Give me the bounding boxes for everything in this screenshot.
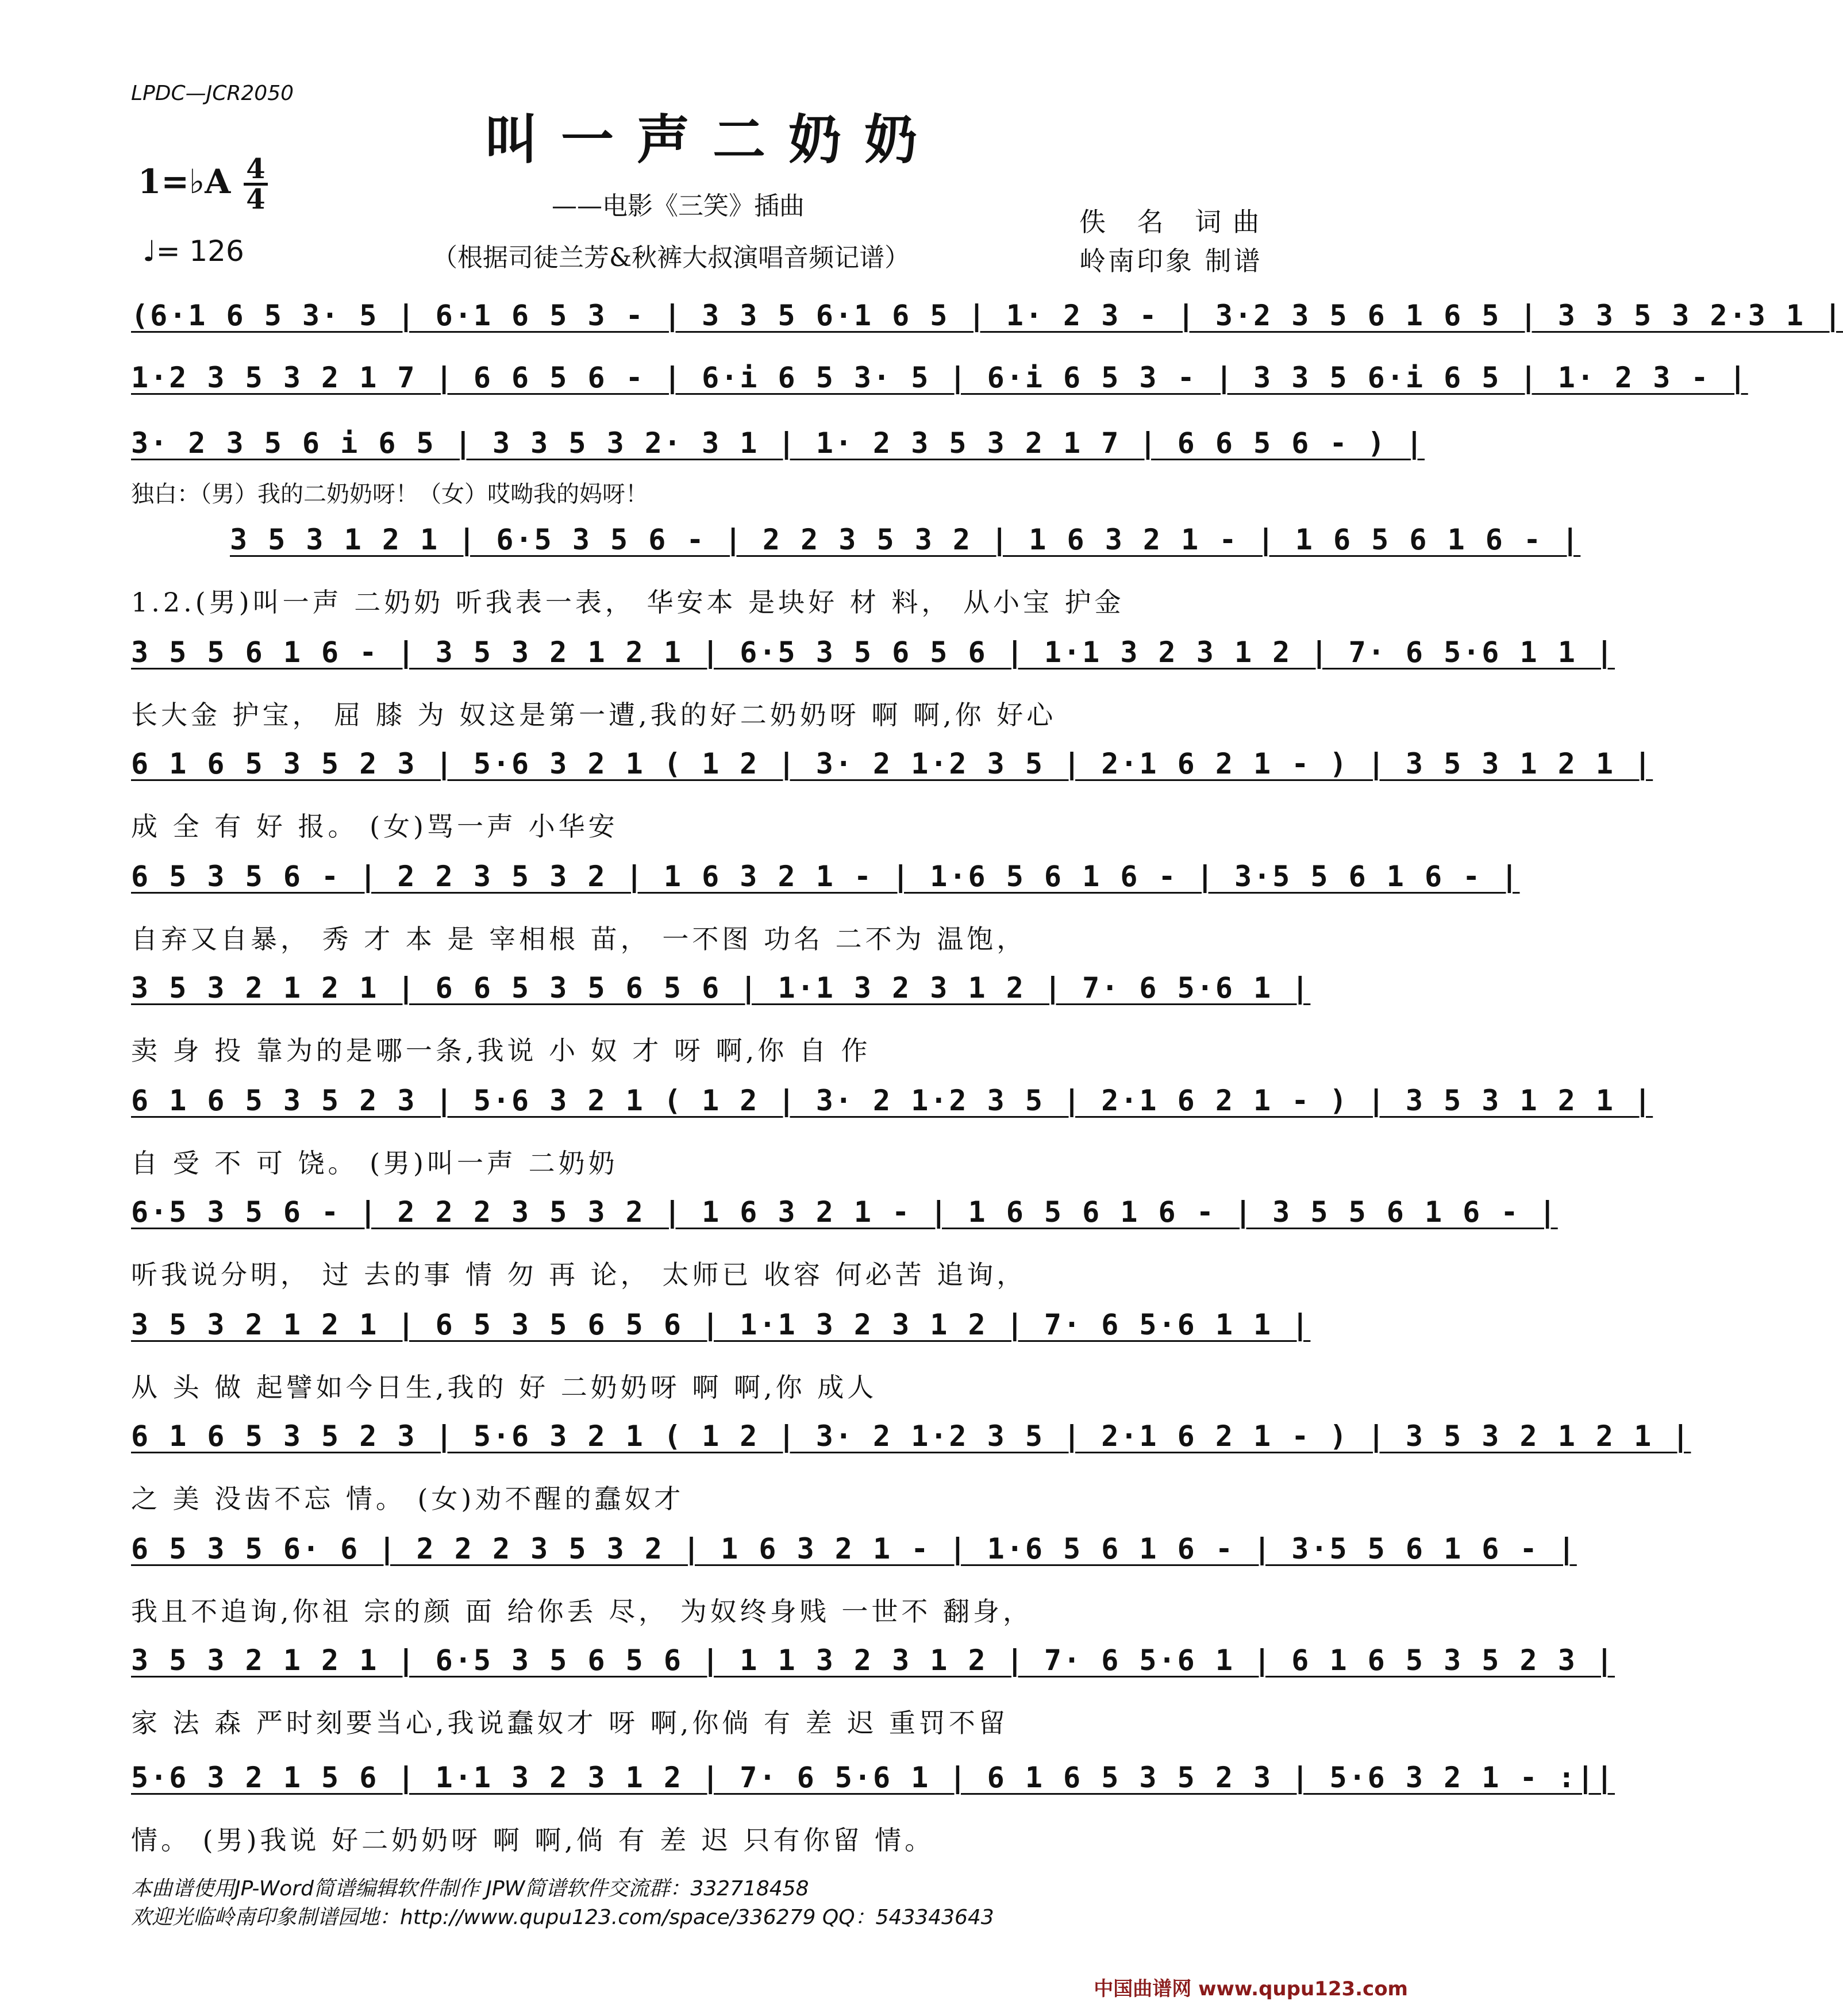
system-lyrics: 听我说分明， 过 去的事 情 勿 再 论， 太师已 收容 何必苦 追询， [131, 1259, 1027, 1290]
time-signature [241, 153, 270, 216]
system-lyrics: 我且不追询,你祖 宗的颜 面 给你丢 尽， 为奴终身贱 一世不 翻身， [131, 1596, 1033, 1627]
intro-line-1: (6·1 6 5 3· 5 | 6·1 6 5 3 - | 3 3 5 6·1 6 5 | 1· 2 3 - | 3·2 3 5 6 1 6 5 | 3 3 5 3 2·3 1 | [131, 299, 1843, 332]
system-notes: 6 5 3 5 6· 6 | 2 2 2 3 5 3 2 | 1 6 3 2 1 - | 1·6 5 6 1 6 - | 3·5 5 6 1 6 - | [131, 1532, 1577, 1565]
tempo-marking: ♩= 126 [143, 234, 244, 268]
system-notes: 5·6 3 2 1 5 6 | 1·1 3 2 3 1 2 | 7· 6 5·6 1 | 6 1 6 5 3 5 2 3 | 5·6 3 2 1 - :|| [131, 1761, 1615, 1794]
intro-line-3: 3· 2 3 5 6 i 6 5 | 3 3 5 3 2· 3 1 | 1· 2 3 5 3 2 1 7 | 6 6 5 6 - ) | [131, 426, 1425, 460]
system-lyrics: 成 全 有 好 报。 (女)骂一声 小华安 [131, 811, 618, 842]
composer-credit: 佚 名 词曲 [1079, 206, 1271, 237]
source-note: （根据司徒兰芳&秋裤大叔演唱音频记谱） [432, 243, 910, 272]
dialogue-line: 独白：（男）我的二奶奶呀！（女）哎呦我的妈呀！ [131, 481, 648, 507]
system-lyrics: 情。 (男)我说 好二奶奶呀 啊 啊,倘 有 差 迟 只有你留 情。 [131, 1825, 935, 1856]
system-notes: 3 5 3 2 1 2 1 | 6·5 3 5 6 5 6 | 1 1 3 2 3 1 2 | 7· 6 5·6 1 | 6 1 6 5 3 5 2 3 | [131, 1644, 1615, 1677]
page-title: 叫一声二奶奶 [484, 109, 940, 171]
system-lyrics: 1.2.(男)叫一声 二奶奶 听我表一表， 华安本 是块好 材 料， 从小宝 护金 [131, 587, 1125, 618]
site-watermark: 中国曲谱网 www.qupu123.com [1094, 1977, 1408, 2000]
system-notes: 6·5 3 5 6 - | 2 2 2 3 5 3 2 | 1 6 3 2 1 - | 1 6 5 6 1 6 - | 3 5 5 6 1 6 - | [131, 1195, 1558, 1229]
subtitle: ——电影《三笑》插曲 [552, 191, 805, 221]
score-code: LPDC—JCR2050 [131, 82, 294, 105]
intro-line-2: 1·2 3 5 3 2 1 7 | 6 6 5 6 - | 6·i 6 5 3· 5 | 6·i 6 5 3 - | 3 3 5 6·i 6 5 | 1· 2 3 - | [131, 361, 1748, 394]
arranger-credit: 岭南印象 制谱 [1079, 245, 1263, 276]
system-notes: 3 5 5 6 1 6 - | 3 5 3 2 1 2 1 | 6·5 3 5 6 5 6 | 1·1 3 2 3 1 2 | 7· 6 5·6 1 1 | [131, 636, 1615, 669]
system-lyrics: 自弃又自暴， 秀 才 本 是 宰相根 苗， 一不图 功名 二不为 温饱， [131, 924, 1027, 955]
meter-top: 4 [246, 153, 266, 185]
key-signature: 1=♭A [138, 162, 231, 201]
footer-line-2: 欢迎光临岭南印象制谱园地：http://www.qupu123.com/space/336279 QQ：543343643 [131, 1906, 994, 1929]
system-notes: 6 1 6 5 3 5 2 3 | 5·6 3 2 1 ( 1 2 | 3· 2 1·2 3 5 | 2·1 6 2 1 - ) | 3 5 3 1 2 1 | [131, 1084, 1653, 1117]
meter-bottom: 4 [246, 183, 266, 216]
system-notes: 3 5 3 2 1 2 1 | 6 5 3 5 6 5 6 | 1·1 3 2 3 1 2 | 7· 6 5·6 1 1 | [131, 1308, 1311, 1341]
system-notes: 6 1 6 5 3 5 2 3 | 5·6 3 2 1 ( 1 2 | 3· 2 1·2 3 5 | 2·1 6 2 1 - ) | 3 5 3 1 2 1 | [131, 747, 1653, 780]
system-lyrics: 卖 身 投 靠为的是哪一条,我说 小 奴 才 呀 啊,你 自 作 [131, 1035, 871, 1066]
system-notes: 6 5 3 5 6 - | 2 2 3 5 3 2 | 1 6 3 2 1 - | 1·6 5 6 1 6 - | 3·5 5 6 1 6 - | [131, 860, 1520, 893]
system-lyrics: 从 头 做 起譬如今日生,我的 好 二奶奶呀 啊 啊,你 成人 [131, 1372, 878, 1403]
system-notes: 6 1 6 5 3 5 2 3 | 5·6 3 2 1 ( 1 2 | 3· 2 1·2 3 5 | 2·1 6 2 1 - ) | 3 5 3 2 1 2 1 | [131, 1419, 1691, 1453]
system-lyrics: 长大金 护宝， 屈 膝 为 奴这是第一遭,我的好二奶奶呀 啊 啊,你 好心 [131, 699, 1057, 730]
footer-line-1: 本曲谱使用JP-Word简谱编辑软件制作 JPW简谱软件交流群：332718458 [131, 1877, 809, 1900]
system-lyrics: 之 美 没齿不忘 情。 (女)劝不醒的蠢奴才 [131, 1483, 684, 1514]
system-notes: 3 5 3 2 1 2 1 | 6 6 5 3 5 6 5 6 | 1·1 3 2 3 1 2 | 7· 6 5·6 1 | [131, 971, 1311, 1005]
system-lyrics: 家 法 森 严时刻要当心,我说蠢奴才 呀 啊,你倘 有 差 迟 重罚不留 [131, 1707, 1009, 1738]
system-lyrics: 自 受 不 可 饶。 (男)叫一声 二奶奶 [131, 1148, 618, 1179]
system-notes: 3 5 3 1 2 1 | 6·5 3 5 6 - | 2 2 3 5 3 2 | 1 6 3 2 1 - | 1 6 5 6 1 6 - | [230, 523, 1581, 556]
